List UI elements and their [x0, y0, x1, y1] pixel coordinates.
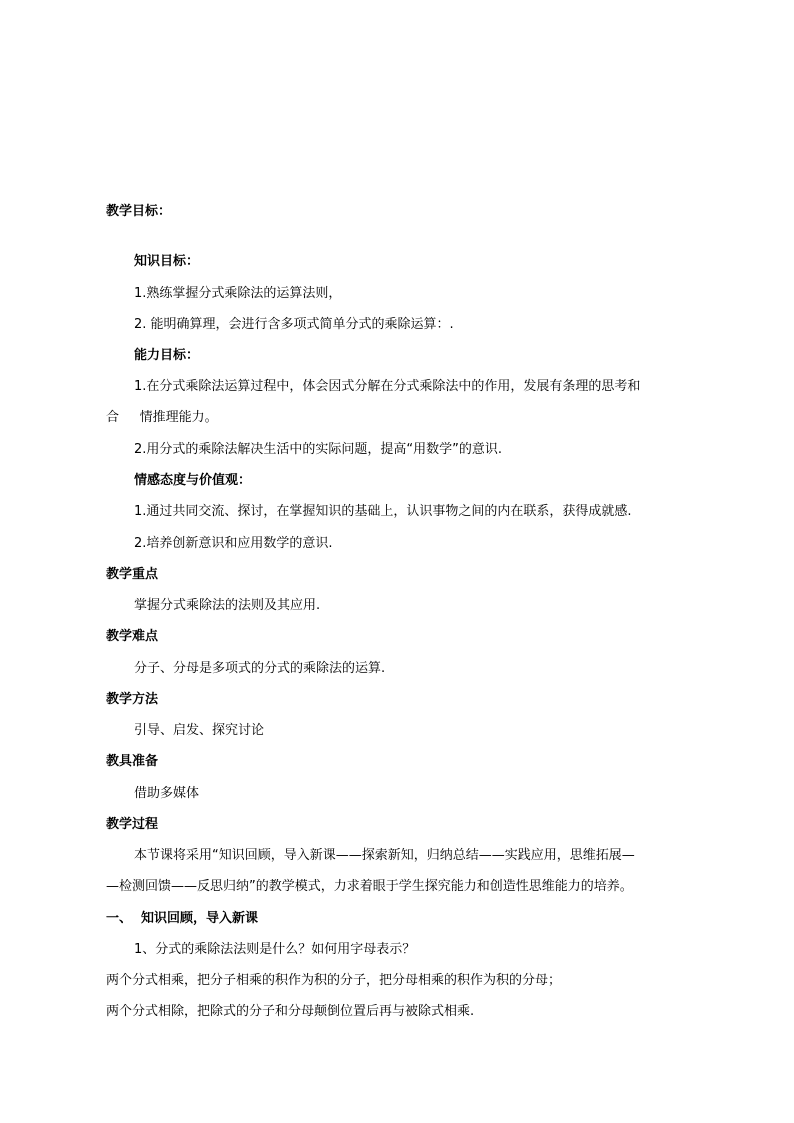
rule-multiply: 两个分式相乘，把分子相乘的积作为积的分子，把分母相乘的积作为积的分母； — [106, 973, 562, 988]
question-1: 1、分式的乘除法法则是什么？如何用字母表示？ — [134, 942, 416, 957]
knowledge-goal-1: 1.熟练掌握分式乘除法的运算法则， — [134, 286, 342, 301]
goals-heading: 教学目标： — [106, 204, 172, 219]
difficulty-text: 分子、分母是多项式的分式的乘除法的运算. — [134, 661, 386, 676]
method-text: 引导、启发、探究讨论 — [134, 723, 265, 738]
process-text-line1: 本节课将采用“知识回顾，导入新课——探索新知，归纳总结——实践应用，思维拓展— — [134, 848, 635, 863]
ability-goals-heading: 能力目标： — [134, 348, 200, 363]
rule-divide: 两个分式相除，把除式的分子和分母颠倒位置后再与被除式相乘. — [106, 1004, 475, 1019]
tools-text: 借助多媒体 — [134, 786, 200, 801]
process-heading: 教学过程 — [106, 817, 159, 832]
section-1-heading: 一、 知识回顾，导入新课 — [106, 911, 259, 926]
ability-goal-1-line1: 1.在分式乘除法运算过程中，体会因式分解在分式乘除法中的作用，发展有条理的思考和 — [134, 379, 641, 394]
tools-heading: 教具准备 — [106, 754, 159, 769]
ability-goal-1-line2: 合 情推理能力。 — [106, 410, 218, 425]
difficulty-heading: 教学难点 — [106, 629, 159, 644]
emotion-goals-heading: 情感态度与价值观： — [134, 473, 252, 488]
focus-heading: 教学重点 — [106, 567, 159, 582]
method-heading: 教学方法 — [106, 692, 159, 707]
focus-text: 掌握分式乘除法的法则及其应用. — [134, 598, 321, 613]
ability-goal-2: 2.用分式的乘除法解决生活中的实际问题，提高“用数学”的意识. — [134, 442, 503, 457]
process-text-line2: —检测回馈——反思归纳”的教学模式，力求着眼于学生探究能力和创造性思维能力的培养。 — [106, 879, 633, 894]
knowledge-goal-2: 2. 能明确算理，会进行含多项式简单分式的乘除运算：. — [134, 317, 454, 332]
emotion-goal-1: 1.通过共同交流、探讨，在掌握知识的基础上，认识事物之间的内在联系，获得成就感. — [134, 504, 632, 519]
knowledge-goals-heading: 知识目标： — [134, 254, 200, 269]
emotion-goal-2: 2.培养创新意识和应用数学的意识. — [134, 536, 333, 551]
